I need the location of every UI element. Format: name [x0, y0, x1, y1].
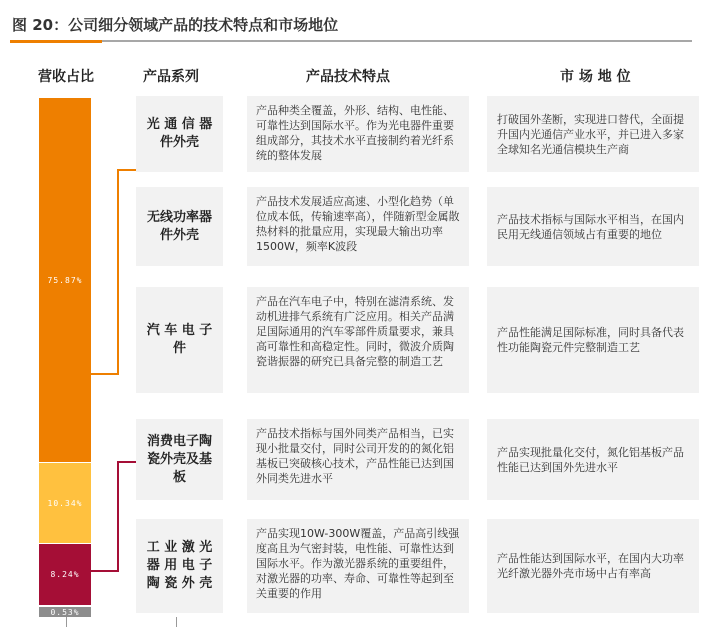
tech-industrial: 产品实现10W-300W覆盖，产品高引线强度高且为气密封装，电性能、可靠性达到国际水平。作为激光器系统的重要组件，对激光器的功率、寿命、可靠性等起到至关重要的作用	[247, 519, 469, 613]
bar-segment-industrial	[39, 544, 91, 605]
connector-optical-join	[91, 373, 119, 375]
tech-wireless: 产品技术发展适应高速、小型化趋势（单位成本低，传输速率高），伴随新型金属散热材料的批量应用，实现最大输出功率1500W，频率K波段	[247, 187, 469, 266]
title-accent-bar	[10, 40, 102, 43]
connector-consumer-join	[91, 570, 119, 572]
tech-consumer: 产品技术指标与国外同类产品相当，已实现小批量交付，同时公司开发的的氮化铝基板已突破核心技术，产品性能已达到国外同类先进水平	[247, 419, 469, 500]
tech-optical: 产品种类全覆盖，外形、结构、电性能、可靠性达到国际水平。作为光电器件重要组成部分，其技术水平直接制约着光纤系统的整体发展	[247, 96, 469, 172]
category-industrial: 工 业 激 光 器 用 电 子 陶 瓷 外 壳	[136, 519, 223, 613]
market-optical: 打破国外垄断，实现进口替代，全面提升国内光通信产业水平，并已进入多家全球知名光通信模块生产商	[487, 96, 699, 172]
bar-label-consumer: 10.34%	[47, 498, 83, 508]
bar-baseline-tick	[66, 617, 67, 627]
market-wireless: 产品技术指标与国际水平相当，在国内民用无线通信领域占有重要的地位	[487, 187, 699, 266]
market-industrial: 产品性能达到国际水平，在国内大功率光纤激光器外壳市场中占有率高	[487, 519, 699, 613]
bar-segment-other	[39, 607, 91, 617]
bar-label-other: 0.53%	[50, 607, 80, 617]
header-market: 市 场 地 位	[560, 69, 631, 85]
figure-title: 图 20：公司细分领域产品的技术特点和市场地位	[12, 16, 339, 34]
header-category: 产品系列	[143, 69, 199, 85]
bar-label-industrial: 8.24%	[50, 570, 80, 579]
connector-consumer-vertical	[117, 461, 119, 571]
market-auto: 产品性能满足国际标准，同时具备代表性功能陶瓷元件完整制造工艺	[487, 287, 699, 393]
category-auto: 汽 车 电 子 件	[136, 287, 223, 393]
header-share: 营收占比	[38, 69, 94, 85]
connector-optical-vertical	[117, 169, 119, 374]
category-baseline-tick	[176, 617, 177, 627]
bar-label-optical: 75.87%	[47, 275, 83, 285]
tech-auto: 产品在汽车电子中，特别在滤清系统、发动机进排气系统有广泛应用。相关产品满足国际通用的汽车零部件质量要求，兼具高可靠性和高稳定性。同时，微波介质陶瓷谐振器的研究已具备完整的制造工艺	[247, 287, 469, 393]
bar-segment-consumer	[39, 463, 91, 543]
bar-segment-optical	[39, 98, 91, 462]
header-tech: 产品技术特点	[306, 69, 390, 85]
category-wireless: 无线功率器件外壳	[136, 187, 223, 266]
market-consumer: 产品实现批量化交付，氮化铝基板产品性能已达到国外先进水平	[487, 419, 699, 500]
category-optical: 光 通 信 器件外壳	[136, 96, 223, 172]
category-consumer: 消费电子陶瓷外壳及基板	[136, 419, 223, 500]
title-divider	[10, 40, 692, 42]
